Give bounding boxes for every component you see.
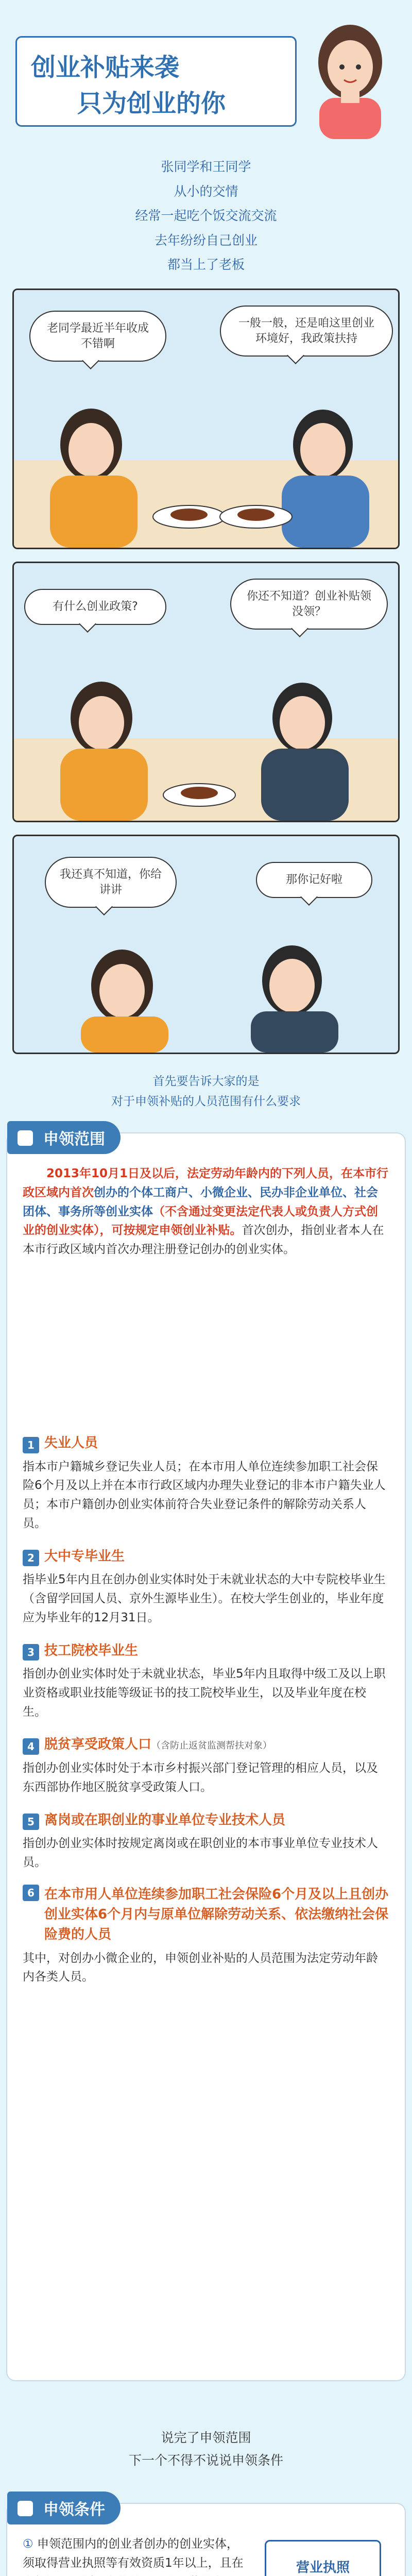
scope-item <box>23 1734 389 1797</box>
intro-line: 经常一起吃个饭交流交流 <box>135 208 277 223</box>
scope-lead-date: 2013年10月1日 <box>46 1167 140 1180</box>
section-caption <box>0 1072 412 1112</box>
scope-lead-f: 首次创办，指创业者本人在本市行政区域内首次办理注册登记创办的创业实体。 <box>23 1224 384 1257</box>
caption-line: 首先要告诉大家的是 <box>152 1075 260 1088</box>
item-body: 指创办创业实体时处于本市乡村振兴部门登记管理的相应人员，以及东西部协作地区脱贫享受政策人口。 <box>23 1761 378 1794</box>
business-license-illustration <box>265 2540 381 2576</box>
scope-item <box>23 1809 389 1872</box>
conditions-panel <box>7 2501 405 2576</box>
item-number: 3 <box>23 1644 39 1660</box>
condition-1-marker: ① <box>23 2537 33 2551</box>
conditions-tab <box>7 2492 121 2524</box>
item-title: 失业人员 <box>44 1435 98 1451</box>
intro-line: 张同学和王同学 <box>161 159 251 174</box>
scope-item <box>23 1885 389 1987</box>
item-number: 2 <box>23 1550 39 1566</box>
page-title-line1: 创业补贴来袭 <box>31 53 180 82</box>
scope-lead-e: （不含通过变更法定代表人或负责人方式创业的创业实体），可按规定申领创业补贴。 <box>23 1205 378 1238</box>
scope-item <box>23 1432 389 1533</box>
scope-item <box>23 1546 389 1628</box>
scope-lead-d: 创办的个体工商户、小微企业、民办非企业单位、社会团体、事务所等创业实体 <box>23 1185 378 1218</box>
comic-panel-2 <box>12 562 400 822</box>
scope-lead-a: 及以后，法定劳动年龄内的下列人员， <box>140 1167 341 1180</box>
item-body: 其中，对创办小微企业的，申领创业补贴的人员范围为法定劳动年龄内各类人员。 <box>23 1951 378 1984</box>
intro-line: 去年纷纷自己创业 <box>154 232 258 248</box>
caption-line: 对于申领补贴的人员范围有什么要求 <box>111 1095 301 1109</box>
item-number: 4 <box>23 1738 39 1755</box>
scope-tab <box>7 1121 121 1154</box>
speech-bubble: 我还真不知道，你给讲讲 <box>45 857 177 908</box>
item-number: 5 <box>23 1814 39 1830</box>
intro-line: 都当上了老板 <box>167 257 245 272</box>
speech-bubble: 有什么创业政策? <box>24 589 166 625</box>
scope-lead-b: 在本市行政区域内 <box>23 1167 389 1199</box>
item-title: 离岗或在职创业的事业单位专业技术人员 <box>44 1812 286 1828</box>
intro-line: 从小的交情 <box>174 183 238 199</box>
item-body: 指毕业5年内且在创办创业实体时处于未就业状态的大中专院校毕业生（含留学回国人员、京外生源毕业生）。在校大学生创业的，毕业年度应为毕业年的12月31日。 <box>23 1573 386 1624</box>
intro-text <box>0 155 412 277</box>
scope-lead-c: 首次 <box>70 1185 94 1199</box>
speech-bubble: 你还不知道？创业补贴领没领？ <box>230 579 388 630</box>
scope-panel <box>7 1130 405 2380</box>
section-caption <box>0 2427 412 2472</box>
item-subtitle: （含防止返贫监测帮扶对象） <box>151 1740 272 1752</box>
license-label: 营业执照 <box>296 2560 350 2575</box>
item-body: 指创办创业实体时处于未就业状态，毕业5年内且取得中级工及以上职业资格或职业技能等级证书的技工院校毕业生，以及毕业年度在校生。 <box>23 1667 386 1719</box>
scope-tab-label: 申领范围 <box>43 1130 105 1148</box>
item-number: 1 <box>23 1437 39 1453</box>
condition-1 <box>23 2535 244 2576</box>
conditions-tab-label: 申领条件 <box>43 2501 105 2519</box>
item-title: 技工院校毕业生 <box>44 1642 139 1658</box>
caption-line: 下一个不得不说说申领条件 <box>128 2452 283 2468</box>
caption-line: 说完了申领范围 <box>161 2430 251 2445</box>
tab-marker-icon <box>18 1130 33 1146</box>
comic-panel-1 <box>12 289 400 549</box>
item-body: 指创办创业实体时按规定离岗或在职创业的本市事业单位专业技术人员。 <box>23 1837 378 1869</box>
speech-bubble: 老同学最近半年收成不错啊 <box>29 311 166 362</box>
item-title: 脱贫享受政策人口 <box>44 1737 152 1753</box>
speech-bubble: 一般一般，还是咱这里创业环境好，我政策扶持 <box>220 306 393 357</box>
comic-panel-3 <box>12 835 400 1054</box>
woman-avatar <box>299 15 402 139</box>
scope-item <box>23 1640 389 1722</box>
item-title: 大中专毕业生 <box>44 1548 125 1564</box>
item-number: 6 <box>23 1885 39 1901</box>
speech-bubble: 那你记好啦 <box>256 862 372 898</box>
scope-lead <box>23 1164 389 1259</box>
item-body: 指本市户籍城乡登记失业人员；在本市用人单位连续参加职工社会保险6个月及以上并在本市行政区域内办理失业登记的非本市户籍失业人员；本市户籍创办创业实体前符合失业登记条件的解除劳动关系人员。 <box>23 1460 386 1530</box>
header-banner <box>0 0 412 149</box>
item-title: 在本市用人单位连续参加职工社会保险6个月及以上且创办创业实体6个月内与原单位解除劳动关系、依法缴纳社会保险费的人员 <box>44 1886 389 1942</box>
scope-list <box>23 1432 389 1999</box>
page-title-line2: 只为创业的你 <box>77 89 226 118</box>
tab-marker-icon <box>18 2501 33 2516</box>
condition-1-text: 申领范围内的创业者创办的创业实体，须取得营业执照等有效资质1年以上，且在 <box>23 2537 244 2570</box>
